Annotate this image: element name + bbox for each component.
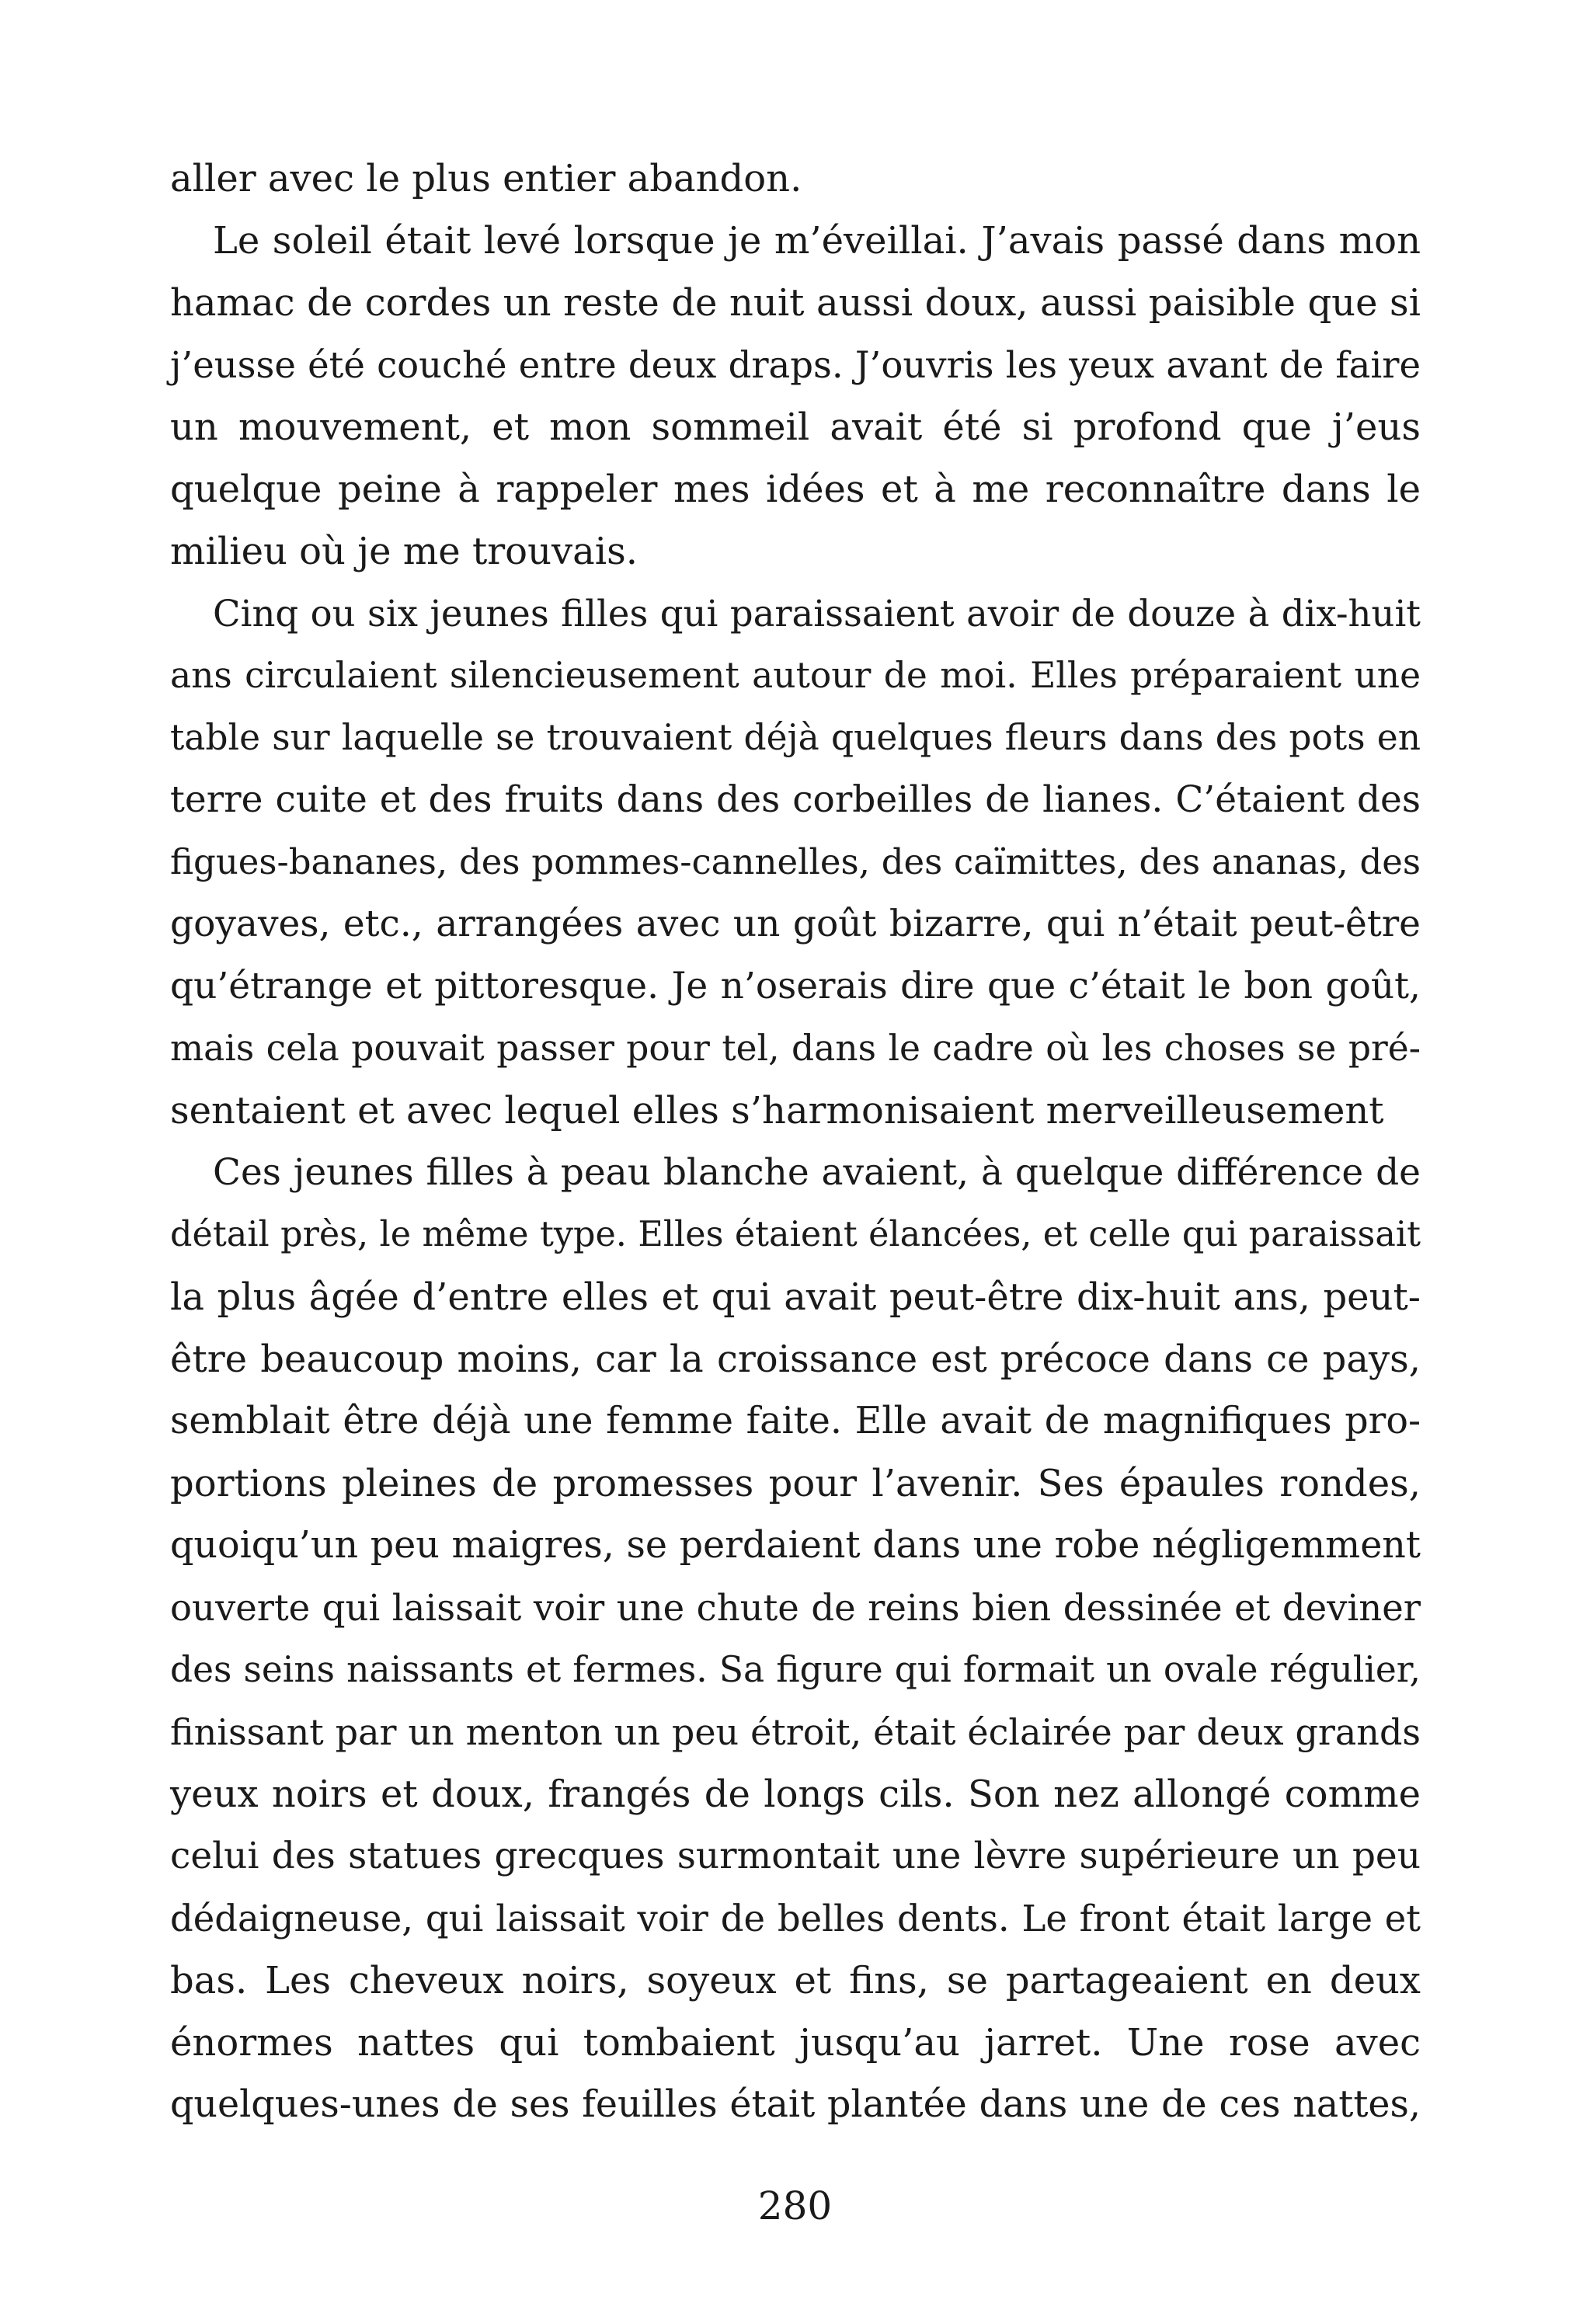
text-line: goyaves, etc., arrangées avec un goût bizarre, qui n’était peut-être <box>170 903 1421 945</box>
text-line: celui des statues grecques surmontait une lèvre supérieure un peu <box>170 1835 1421 1877</box>
text-line: Le soleil était levé lorsque je m’éveillai. J’avais passé dans mon <box>213 219 1421 263</box>
text-line: des seins naissants et fermes. Sa figure qui formait un ovale régulier, <box>170 1649 1421 1690</box>
text-line: bas. Les cheveux noirs, soyeux et fins, se partageaient en deux <box>170 1959 1421 2002</box>
text-line: j’eusse été couché entre deux draps. J’ouvris les yeux avant de faire <box>170 344 1421 386</box>
text-line: détail près, le même type. Elles étaient élancées, et celle qui paraissait <box>170 1215 1421 1254</box>
text-line: la plus âgée d’entre elles et qui avait peut-être dix-huit ans, peut- <box>170 1275 1421 1319</box>
text-line: figues-bananes, des pommes-cannelles, des caïmittes, des ananas, des <box>170 841 1421 882</box>
page-number: 280 <box>757 2183 833 2228</box>
text-line: table sur laquelle se trouvaient déjà quelques fleurs dans des pots en <box>170 717 1421 758</box>
text-line: terre cuite et des fruits dans des corbeilles de lianes. C’étaient des <box>170 778 1421 821</box>
text-line: un mouvement, et mon sommeil avait été si profond que j’eus <box>170 405 1421 449</box>
text-line: finissant par un menton un peu étroit, était éclairée par deux grands <box>170 1711 1421 1753</box>
text-line: ans circulaient silencieusement autour de moi. Elles préparaient une <box>170 655 1421 696</box>
text-line: milieu où je me trouvais. <box>170 530 638 573</box>
text-line: aller avec le plus entier abandon. <box>170 157 802 200</box>
text-line: mais cela pouvait passer pour tel, dans le cadre où les choses se pré- <box>170 1028 1421 1069</box>
text-line: yeux noirs et doux, frangés de longs cils. Son nez allongé comme <box>170 1773 1421 1816</box>
text-line: quelque peine à rappeler mes idées et à me reconnaître dans le <box>170 468 1421 511</box>
text-line: semblait être déjà une femme faite. Elle avait de magnifiques pro- <box>170 1400 1421 1442</box>
text-line: quoiqu’un peu maigres, se perdaient dans une robe négligemment <box>170 1524 1421 1567</box>
text-line: quelques-unes de ses feuilles était plantée dans une de ces nattes, <box>170 2083 1421 2126</box>
text-line: Ces jeunes filles à peau blanche avaient, à quelque différence de <box>213 1151 1421 1194</box>
text-line: portions pleines de promesses pour l’avenir. Ses épaules rondes, <box>170 1462 1421 1505</box>
text-line: être beaucoup moins, car la croissance est précoce dans ce pays, <box>170 1338 1421 1381</box>
text-line: sentaient et avec lequel elles s’harmonisaient merveilleusement <box>170 1089 1384 1132</box>
text-line: hamac de cordes un reste de nuit aussi doux, aussi paisible que si <box>170 281 1421 325</box>
text-line: dédaigneuse, qui laissait voir de belles dents. Le front était large et <box>170 1898 1421 1940</box>
text-line: qu’étrange et pittoresque. Je n’oserais dire que c’était le bon goût, <box>170 965 1421 1007</box>
text-line: Cinq ou six jeunes filles qui paraissaient avoir de douze à dix-huit <box>213 593 1421 635</box>
body-text <box>170 148 1421 2136</box>
text-line: ouverte qui laissait voir une chute de reins bien dessinée et deviner <box>170 1587 1421 1629</box>
text-line: énormes nattes qui tombaient jusqu’au jarret. Une rose avec <box>170 2021 1421 2065</box>
